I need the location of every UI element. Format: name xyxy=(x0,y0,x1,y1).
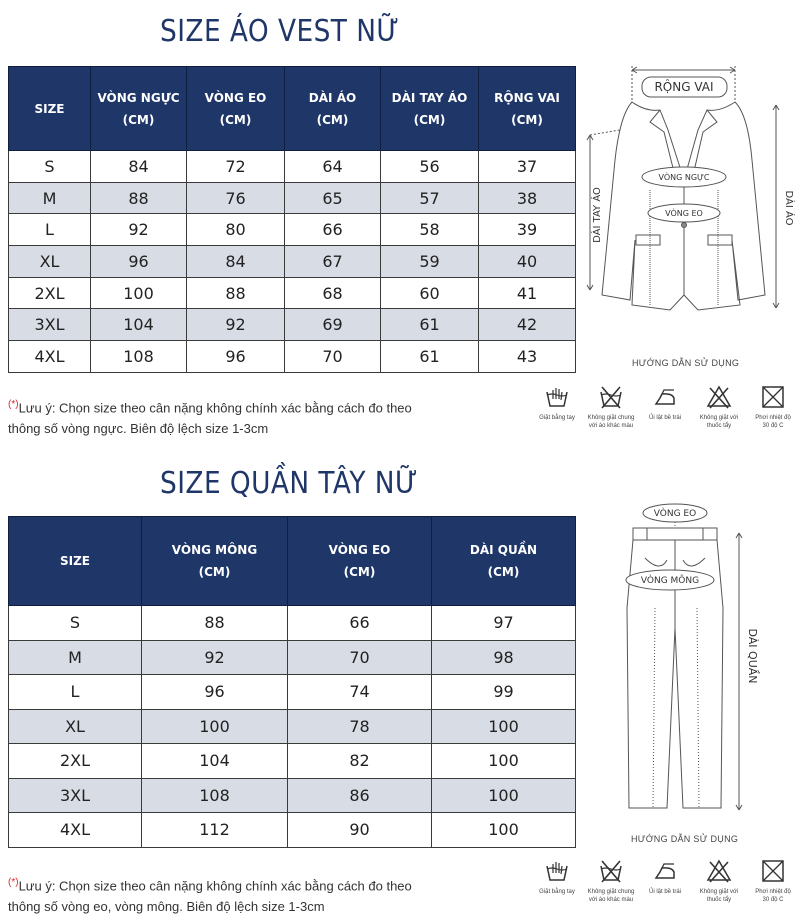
measurement-cell: 112 xyxy=(142,813,288,848)
table-row xyxy=(9,182,576,214)
measurement-cell: 42 xyxy=(479,309,576,341)
table-row xyxy=(9,341,576,373)
care-instructions-vest xyxy=(530,384,800,430)
measurement-cell: 70 xyxy=(288,640,432,675)
measurement-cell: 88 xyxy=(142,606,288,641)
measurement-cell: 100 xyxy=(142,709,288,744)
size-cell: S xyxy=(9,151,91,183)
measurement-cell: 56 xyxy=(381,151,479,183)
vest-size-note xyxy=(8,394,412,439)
table-row xyxy=(9,277,576,309)
table-row xyxy=(9,709,576,744)
care-item xyxy=(584,858,638,904)
pants-waist-label: VÒNG EO xyxy=(653,509,697,519)
pants-table-header-row xyxy=(9,517,576,606)
care-item-label: Phơi nhiệt độ 30 độ C xyxy=(755,415,791,429)
care-item xyxy=(638,858,692,904)
measurement-cell: 100 xyxy=(432,778,576,813)
care-item-label: Không giặt với thuốc tẩy xyxy=(699,415,739,429)
size-cell: 2XL xyxy=(9,277,91,309)
pants-measurement-illustration xyxy=(605,498,765,828)
measurement-cell: 74 xyxy=(288,675,432,710)
column-header: DÀI QUẦN (CM) xyxy=(432,517,576,606)
iron-inside-out-icon xyxy=(652,384,678,410)
measurement-cell: 98 xyxy=(432,640,576,675)
measurement-cell: 100 xyxy=(432,813,576,848)
measurement-cell: 97 xyxy=(432,606,576,641)
hip-label: VÒNG MÔNG xyxy=(640,576,700,586)
table-row xyxy=(9,640,576,675)
measurement-cell: 76 xyxy=(187,182,285,214)
care-item-label: Giặt bằng tay xyxy=(539,889,575,895)
column-header: DÀI ÁO (CM) xyxy=(285,67,381,151)
measurement-cell: 104 xyxy=(91,309,187,341)
pants-size-note xyxy=(8,872,412,917)
jacket-length-label: DÀI ÁO xyxy=(783,190,794,226)
measurement-cell: 64 xyxy=(285,151,381,183)
measurement-cell: 68 xyxy=(285,277,381,309)
measurement-cell: 96 xyxy=(187,341,285,373)
care-guide-title: HƯỚNG DẪN SỬ DỤNG xyxy=(632,358,740,368)
size-cell: 2XL xyxy=(9,744,142,779)
size-cell: M xyxy=(9,640,142,675)
measurement-cell: 80 xyxy=(187,214,285,246)
measurement-cell: 37 xyxy=(479,151,576,183)
measurement-cell: 108 xyxy=(91,341,187,373)
care-item-label: Không giặt với thuốc tẩy xyxy=(699,889,739,903)
note-asterisk: (*) xyxy=(8,399,19,410)
table-row xyxy=(9,606,576,641)
table-row xyxy=(9,151,576,183)
chest-label: VÒNG NGỰC xyxy=(658,173,710,182)
care-item xyxy=(746,384,800,430)
measurement-cell: 72 xyxy=(187,151,285,183)
care-item-label: Không giặt chung với áo khác màu xyxy=(587,415,635,429)
size-cell: XL xyxy=(9,246,91,278)
no-mixed-wash-icon xyxy=(598,858,624,884)
measurement-cell: 38 xyxy=(479,182,576,214)
column-header: VÒNG MÔNG (CM) xyxy=(142,517,288,606)
vest-size-table xyxy=(8,66,576,373)
measurement-cell: 88 xyxy=(187,277,285,309)
measurement-cell: 104 xyxy=(142,744,288,779)
no-mixed-wash-icon xyxy=(598,384,624,410)
table-row xyxy=(9,813,576,848)
column-header: VÒNG NGỰC (CM) xyxy=(91,67,187,151)
care-instructions-pants xyxy=(530,858,800,904)
measurement-cell: 92 xyxy=(91,214,187,246)
table-row xyxy=(9,675,576,710)
no-bleach-icon xyxy=(706,384,732,410)
table-row xyxy=(9,744,576,779)
waist-label: VÒNG EO xyxy=(665,209,703,218)
measurement-cell: 100 xyxy=(432,709,576,744)
measurement-cell: 70 xyxy=(285,341,381,373)
care-item xyxy=(530,858,584,904)
measurement-cell: 92 xyxy=(187,309,285,341)
measurement-cell: 43 xyxy=(479,341,576,373)
table-row xyxy=(9,246,576,278)
measurement-cell: 61 xyxy=(381,341,479,373)
column-header: RỘNG VAI (CM) xyxy=(479,67,576,151)
measurement-cell: 69 xyxy=(285,309,381,341)
measurement-cell: 59 xyxy=(381,246,479,278)
care-item-label: Phơi nhiệt độ 30 độ C xyxy=(755,889,791,903)
vest-size-title: SIZE ÁO VEST NỮ xyxy=(160,14,400,49)
measurement-cell: 57 xyxy=(381,182,479,214)
iron-inside-out-icon xyxy=(652,858,678,884)
measurement-cell: 84 xyxy=(91,151,187,183)
measurement-cell: 60 xyxy=(381,277,479,309)
care-item-label: Ủi lật bề trái xyxy=(648,889,681,895)
care-item xyxy=(746,858,800,904)
column-header: VÒNG EO (CM) xyxy=(187,67,285,151)
measurement-cell: 66 xyxy=(285,214,381,246)
measurement-cell: 39 xyxy=(479,214,576,246)
measurement-cell: 100 xyxy=(91,277,187,309)
care-item xyxy=(638,384,692,430)
hand-wash-icon xyxy=(544,858,570,884)
pants-length-label: DÀI QUẦN xyxy=(746,628,759,684)
care-item xyxy=(692,858,746,904)
vest-table-header-row xyxy=(9,67,576,151)
size-cell: XL xyxy=(9,709,142,744)
measurement-cell: 40 xyxy=(479,246,576,278)
measurement-cell: 86 xyxy=(288,778,432,813)
note-asterisk: (*) xyxy=(8,877,19,888)
pants-table-body xyxy=(9,606,576,848)
measurement-cell: 67 xyxy=(285,246,381,278)
measurement-cell: 41 xyxy=(479,277,576,309)
measurement-cell: 100 xyxy=(432,744,576,779)
dry-30c-icon xyxy=(760,384,786,410)
dry-30c-icon xyxy=(760,858,786,884)
pants-note-line1: Lưu ý: Chọn size theo cân nặng không chính xác bằng cách đo theo xyxy=(18,878,412,894)
size-cell: 3XL xyxy=(9,778,142,813)
measurement-cell: 96 xyxy=(91,246,187,278)
measurement-cell: 82 xyxy=(288,744,432,779)
care-item xyxy=(530,384,584,430)
care-item xyxy=(692,384,746,430)
measurement-cell: 90 xyxy=(288,813,432,848)
table-row xyxy=(9,778,576,813)
vest-note-line1: Lưu ý: Chọn size theo cân nặng không chính xác bằng cách đo theo xyxy=(18,400,412,416)
size-cell: L xyxy=(9,214,91,246)
column-header: DÀI TAY ÁO (CM) xyxy=(381,67,479,151)
table-row xyxy=(9,214,576,246)
measurement-cell: 99 xyxy=(432,675,576,710)
size-cell: S xyxy=(9,606,142,641)
vest-note-line2: thông số vòng ngực. Biên độ lệch size 1-3cm xyxy=(8,421,269,437)
care-item-label: Không giặt chung với áo khác màu xyxy=(587,889,635,903)
pants-size-table xyxy=(8,516,576,848)
vest-table-body xyxy=(9,151,576,373)
care-guide-title: HƯỚNG DẪN SỬ DỤNG xyxy=(631,834,739,844)
column-header: VÒNG EO (CM) xyxy=(288,517,432,606)
table-row xyxy=(9,309,576,341)
hand-wash-icon xyxy=(544,384,570,410)
measurement-cell: 84 xyxy=(187,246,285,278)
measurement-cell: 88 xyxy=(91,182,187,214)
measurement-cell: 92 xyxy=(142,640,288,675)
size-cell: 3XL xyxy=(9,309,91,341)
shoulder-label: RỘNG VAI xyxy=(654,80,714,94)
measurement-cell: 78 xyxy=(288,709,432,744)
care-item-label: Giặt bằng tay xyxy=(539,415,575,421)
pants-size-title: SIZE QUẦN TÂY NỮ xyxy=(160,466,419,501)
measurement-cell: 66 xyxy=(288,606,432,641)
column-header: SIZE xyxy=(9,67,91,151)
vest-measurement-illustration xyxy=(580,60,795,320)
no-bleach-icon xyxy=(706,858,732,884)
measurement-cell: 61 xyxy=(381,309,479,341)
measurement-cell: 65 xyxy=(285,182,381,214)
column-header: SIZE xyxy=(9,517,142,606)
size-cell: 4XL xyxy=(9,813,142,848)
sleeve-length-label: DÀI TAY ÁO xyxy=(592,187,603,243)
measurement-cell: 108 xyxy=(142,778,288,813)
size-cell: L xyxy=(9,675,142,710)
pants-note-line2: thông số vòng eo, vòng mông. Biên độ lệch size 1-3cm xyxy=(8,899,325,915)
measurement-cell: 58 xyxy=(381,214,479,246)
measurement-cell: 96 xyxy=(142,675,288,710)
size-cell: 4XL xyxy=(9,341,91,373)
care-item xyxy=(584,384,638,430)
size-cell: M xyxy=(9,182,91,214)
care-item-label: Ủi lật bề trái xyxy=(648,415,681,421)
